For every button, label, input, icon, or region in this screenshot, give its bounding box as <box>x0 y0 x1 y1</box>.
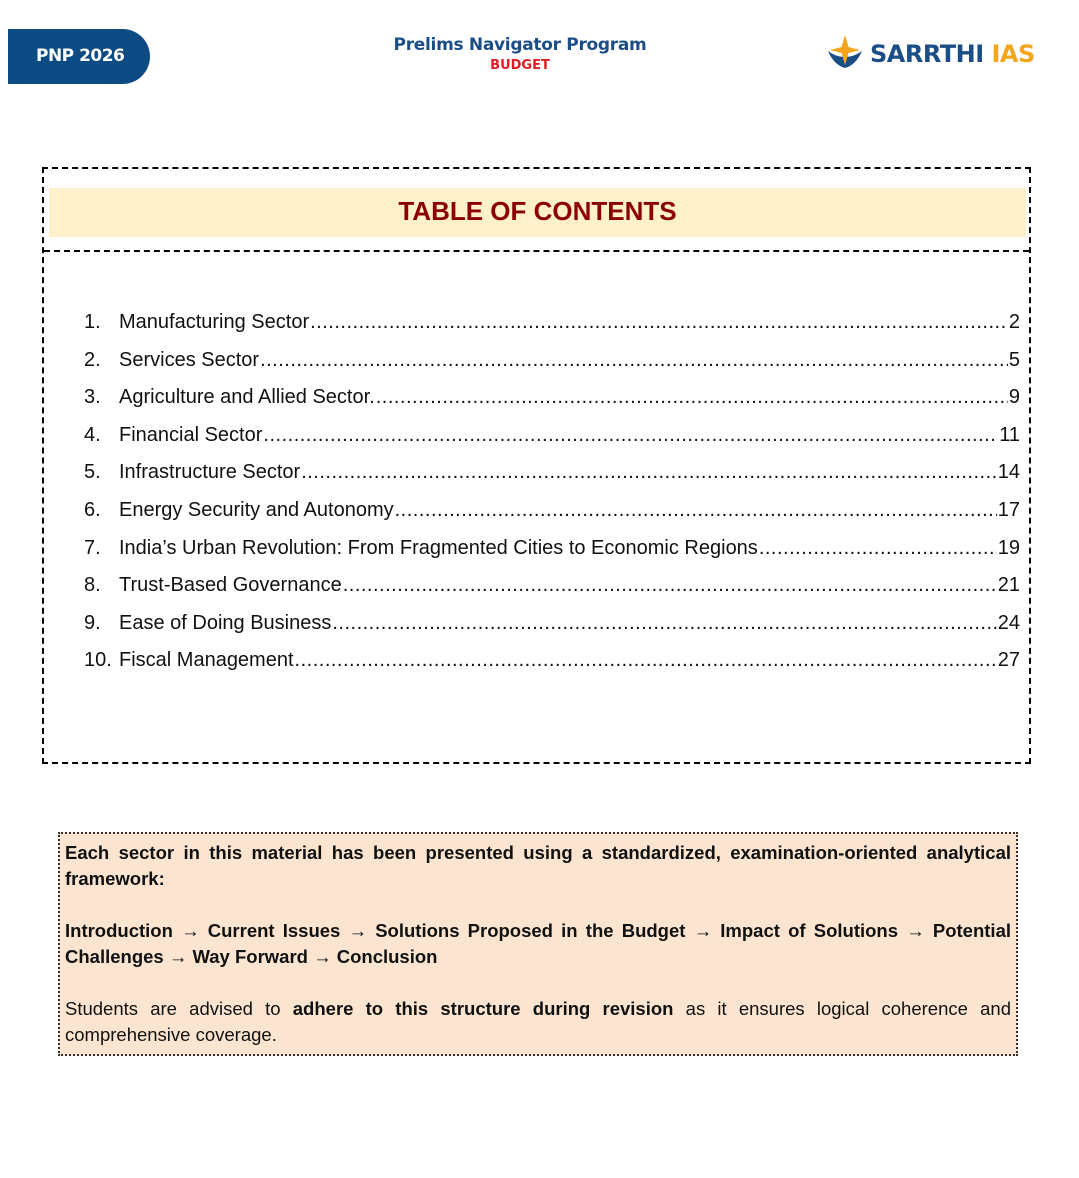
toc-item[interactable] <box>84 424 1020 462</box>
toc-item-number: 7. <box>84 536 101 559</box>
toc-item[interactable] <box>84 461 1020 499</box>
toc-item-page: 21 <box>997 574 1020 597</box>
toc-item-number: 8. <box>84 574 101 597</box>
toc-item-number: 2. <box>84 348 101 371</box>
toc-item-page: 14 <box>997 461 1020 484</box>
brand-name-secondary: IAS <box>991 40 1035 68</box>
toc-leader-dots <box>759 537 997 560</box>
toc-item-label: Manufacturing Sector <box>119 311 310 333</box>
toc-item-label: Energy Security and Autonomy <box>119 498 394 521</box>
toc-leader-dots <box>263 424 998 447</box>
program-title: Prelims Navigator Program <box>393 35 647 55</box>
toc-item-number: 10. <box>84 649 112 672</box>
toc-item[interactable] <box>84 574 1020 612</box>
toc-item-label: Services Sector <box>119 348 260 371</box>
toc-item-label: Financial Sector <box>119 423 263 446</box>
toc-item[interactable] <box>84 311 1020 349</box>
note-advice-suffix: as it ensures logical coherence and comprehensive coverage. <box>65 998 1011 1045</box>
toc-item-page: 9 <box>1008 386 1020 409</box>
toc-item-number: 4. <box>84 423 101 446</box>
toc-item-label: Trust-Based Governance <box>119 574 342 597</box>
header-title-block <box>360 35 680 73</box>
toc-header-area <box>44 169 1029 252</box>
toc-item[interactable] <box>84 649 1020 687</box>
toc-item[interactable] <box>84 499 1020 537</box>
toc-item-page: 19 <box>997 536 1020 559</box>
toc-item-number: 5. <box>84 461 101 484</box>
toc-item-number: 9. <box>84 611 101 634</box>
program-subtitle: BUDGET <box>490 58 550 73</box>
note-advice-emphasis: adhere to this structure during revision <box>292 998 674 1019</box>
page-header <box>0 0 1079 110</box>
toc-item-label: Ease of Doing Business <box>119 611 332 634</box>
toc-leader-dots <box>310 311 1008 334</box>
toc-item[interactable] <box>84 386 1020 424</box>
toc-leader-dots <box>395 499 997 522</box>
note-advice-prefix: Students are advised to <box>65 998 293 1019</box>
toc-item-page: 27 <box>997 649 1020 672</box>
framework-note <box>58 832 1018 1056</box>
note-intro: Each sector in this material has been presented using a standardized, examination-oriented analytical framework: <box>65 842 1011 889</box>
note-advice <box>65 996 1011 1048</box>
toc-title: TABLE OF CONTENTS <box>49 188 1026 237</box>
toc-item-number: 1. <box>84 311 101 333</box>
toc-item[interactable] <box>84 537 1020 575</box>
toc-item-label: Fiscal Management <box>119 649 294 672</box>
toc-list <box>84 311 1020 687</box>
toc-item-number: 3. <box>84 386 101 409</box>
toc-item[interactable] <box>84 349 1020 387</box>
toc-leader-dots <box>260 349 1008 372</box>
brand-name <box>870 40 1035 68</box>
brand-name-primary: SARRTHI <box>870 40 984 68</box>
toc-leader-dots <box>332 612 996 635</box>
toc-item-label: Agriculture and Allied Sector. <box>119 386 375 409</box>
star-icon <box>826 35 864 74</box>
toc-item-page: 24 <box>997 611 1020 634</box>
toc-item-page: 17 <box>997 498 1020 521</box>
program-badge: PNP 2026 <box>8 29 150 84</box>
toc-leader-dots <box>376 386 1008 409</box>
toc-leader-dots <box>295 649 997 672</box>
brand-logo <box>826 37 1035 71</box>
note-framework: Introduction → Current Issues → Solutions Proposed in the Budget → Impact of Solutions → Potential Challenges → Way Forward → Conclusion <box>65 920 1011 967</box>
toc-leader-dots <box>301 461 997 484</box>
toc-item[interactable] <box>84 612 1020 650</box>
toc-item-number: 6. <box>84 498 101 521</box>
toc-item-label: India’s Urban Revolution: From Fragmented Cities to Economic Regions <box>119 536 758 559</box>
toc-item-label: Infrastructure Sector <box>119 461 301 484</box>
toc-item-page: 2 <box>1008 311 1020 333</box>
toc-item-page: 11 <box>999 423 1020 446</box>
toc-item-page: 5 <box>1008 348 1020 371</box>
toc-leader-dots <box>343 574 997 597</box>
